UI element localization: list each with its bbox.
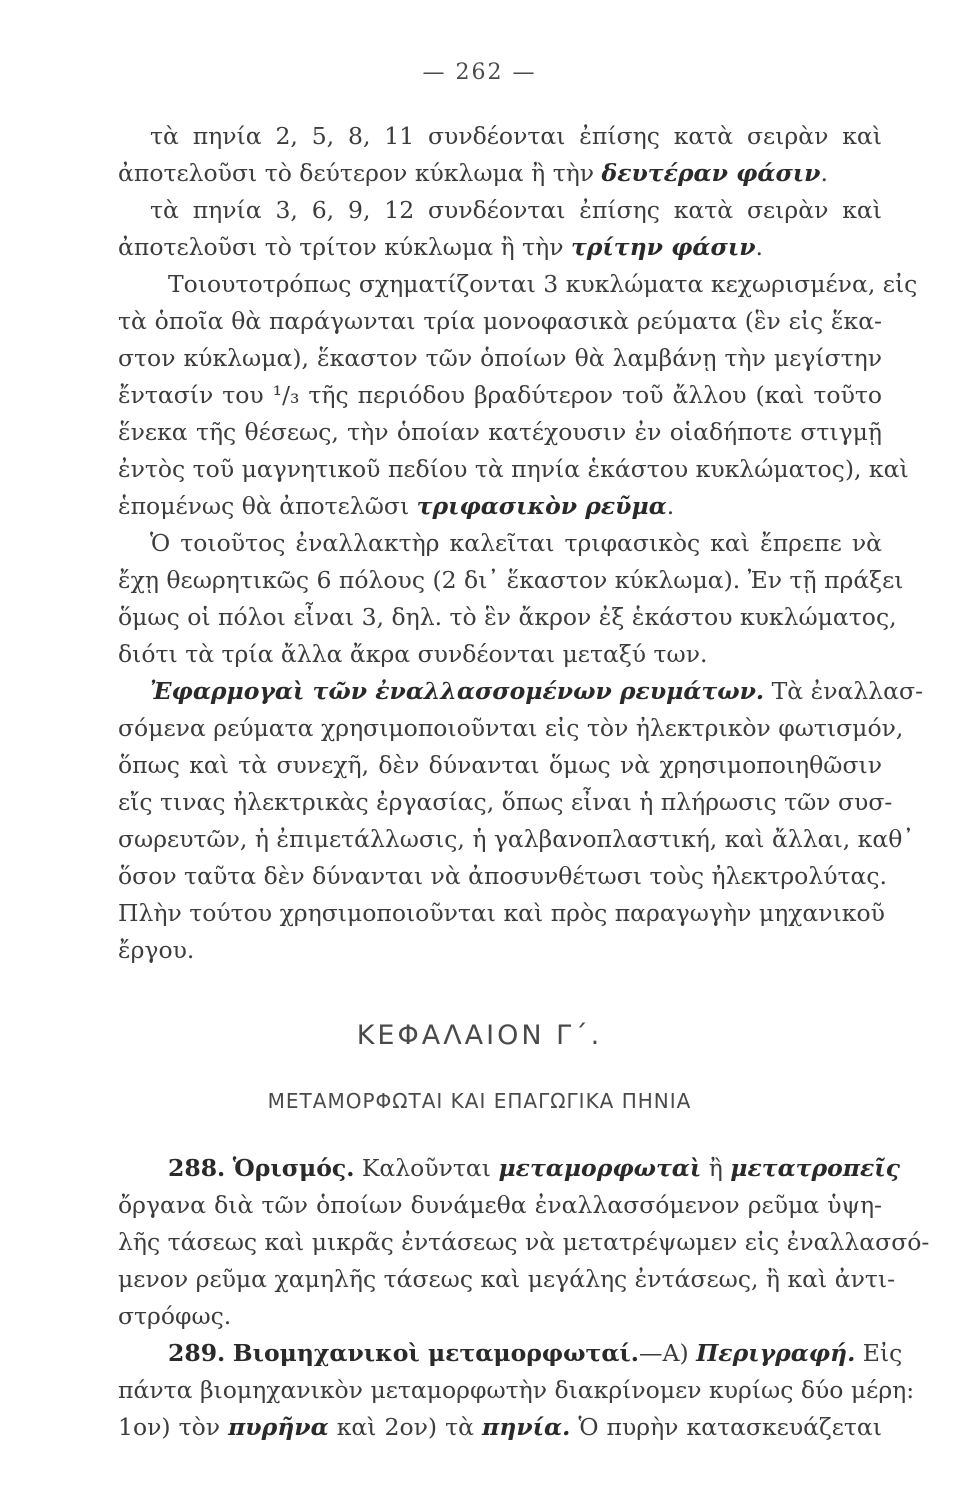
term-transformers: μεταμορφωταὶ bbox=[498, 1154, 702, 1182]
paragraph-heading: Ὁρισμός. bbox=[232, 1154, 355, 1182]
text-fragment: . bbox=[666, 492, 675, 520]
text-fragment: —Α) bbox=[638, 1339, 697, 1367]
text-line bbox=[118, 155, 882, 192]
text-line: στρόφως. bbox=[118, 1302, 232, 1330]
text-line bbox=[118, 118, 882, 155]
text-line: διότι τὰ τρία ἄλλα ἄκρα συνδέονται μεταξύ των. bbox=[118, 640, 708, 668]
text-line: ὅπως καὶ τὰ συνεχῆ, δὲν δύνανται ὅμως νὰ χρησιμοποιηθῶσιν bbox=[118, 751, 882, 779]
text-line: εἴς τινας ἠλεκτρικὰς ἐργασίας, ὅπως εἶναι ἡ πλήρωσις τῶν συσ- bbox=[118, 788, 893, 816]
paragraph-number: 288. bbox=[168, 1154, 226, 1182]
text-fragment: Ὁ πυρὴν κατασκευάζεται bbox=[570, 1413, 882, 1441]
text-fragment: τὰ πηνία 3, 6, 9, 12 συνδέονται ἐπίσης κατὰ σειρὰν καὶ bbox=[150, 196, 882, 224]
text-line: Πλὴν τούτου χρησιμοποιοῦνται καὶ πρὸς παραγωγὴν μηχανικοῦ bbox=[118, 899, 885, 927]
emphasis-three-phase-current: τριφασικὸν ρεῦμα bbox=[416, 492, 667, 520]
paragraph-number: 289. bbox=[168, 1339, 226, 1367]
text-line: ἔχῃ θεωρητικῶς 6 πόλους (2 δι᾽ ἕκαστον κύκλωμα). Ἐν τῇ πράξει bbox=[118, 566, 904, 594]
term-core: πυρῆνα bbox=[228, 1413, 329, 1441]
text-fragment: . bbox=[820, 159, 828, 187]
text-line: Τοιουτοτρόπως σχηματίζονται 3 κυκλώματα κεχωρισμένα, εἰς bbox=[168, 270, 918, 298]
term-coils: πηνία. bbox=[482, 1413, 571, 1441]
text-line: ἔργου. bbox=[118, 936, 195, 964]
term-converters: μετατροπεῖς bbox=[730, 1154, 900, 1182]
text-line: ὅμως οἱ πόλοι εἶναι 3, δηλ. τὸ ἓν ἄκρον ἐξ ἑκάστου κυκλώματος, bbox=[118, 603, 897, 631]
text-line: ἔντασίν του ¹/₃ τῆς περιόδου βραδύτερον τοῦ ἄλλου (καὶ τοῦτο bbox=[118, 381, 882, 409]
text-line bbox=[118, 1150, 900, 1187]
text-fragment: . bbox=[755, 233, 763, 261]
page-number: — 262 — bbox=[422, 60, 537, 85]
applications-heading: Ἐφαρμογαὶ τῶν ἐναλλασσομένων ρευμάτων. bbox=[150, 677, 765, 705]
text-line: ὄργανα διὰ τῶν ὁποίων δυνάμεθα ἐναλλασσόμενον ρεῦμα ὑψη- bbox=[118, 1191, 882, 1219]
text-line: τὰ ὁποῖα θὰ παράγωνται τρία μονοφασικὰ ρεύματα (ἓν εἰς ἕκα- bbox=[118, 307, 882, 335]
text-line bbox=[118, 488, 882, 525]
text-line: λῆς τάσεως καὶ μικρᾶς ἐντάσεως νὰ μετατρέψωμεν εἰς ἐναλλασσό- bbox=[118, 1228, 930, 1256]
emphasis-third-phase: τρίτην φάσιν bbox=[570, 233, 756, 261]
text-line bbox=[118, 229, 882, 266]
text-line: στον κύκλωμα), ἕκαστον τῶν ὁποίων θὰ λαμβάνῃ τὴν μεγίστην bbox=[118, 344, 882, 372]
text-fragment: Τὰ ἐναλλασ- bbox=[764, 677, 924, 705]
text-line: πάντα βιομηχανικὸν μεταμορφωτὴν διακρίνομεν κυρίως δύο μέρη: bbox=[118, 1376, 915, 1404]
text-fragment: Καλοῦνται bbox=[354, 1154, 499, 1182]
text-line bbox=[118, 1335, 903, 1372]
text-fragment: τὰ πηνία 2, 5, 8, 11 συνδέονται ἐπίσης κατὰ σειρὰν καὶ bbox=[150, 122, 882, 150]
section-title: ΜΕΤΑΜΟΡΦΩΤΑΙ ΚΑΙ ΕΠΑΓΩΓΙΚΑ ΠΗΝΙΑ bbox=[267, 1089, 692, 1113]
text-fragment: καὶ 2ον) τὰ bbox=[328, 1413, 483, 1441]
text-fragment: Εἰς bbox=[855, 1339, 903, 1367]
chapter-title: ΚΕΦΑΛΑΙΟΝ Γ΄. bbox=[356, 1020, 603, 1051]
text-line: ὅσον ταῦτα δὲν δύνανται νὰ ἀποσυνθέτωσι τοὺς ἠλεκτρολύτας. bbox=[118, 862, 887, 890]
text-fragment: ἢ bbox=[701, 1154, 731, 1182]
text-fragment: ἑπομένως θὰ ἀποτελῶσι bbox=[118, 492, 417, 520]
paragraph-heading: Βιομηχανικοὶ μεταμορφωταί. bbox=[232, 1339, 639, 1367]
section-text bbox=[118, 1150, 930, 1446]
text-line: ἕνεκα τῆς θέσεως, τὴν ὁποίαν κατέχουσιν ἐν οἱαδήποτε στιγμῇ bbox=[118, 418, 882, 446]
emphasis-second-phase: δευτέραν φάσιν bbox=[601, 159, 821, 187]
text-line: Ὁ τοιοῦτος ἐναλλακτὴρ καλεῖται τριφασικὸς καὶ ἔπρεπε νὰ bbox=[150, 529, 882, 557]
text-fragment: ἀποτελοῦσι τὸ δεύτερον κύκλωμα ἢ τὴν bbox=[118, 159, 602, 187]
text-line bbox=[118, 192, 882, 229]
text-fragment: 1ον) τὸν bbox=[118, 1413, 229, 1441]
subheading-description: Περιγραφή. bbox=[696, 1339, 856, 1367]
text-line bbox=[118, 673, 924, 710]
text-line: μενον ρεῦμα χαμηλῆς τάσεως καὶ μεγάλης ἐντάσεως, ἢ καὶ ἀντι- bbox=[118, 1265, 896, 1293]
text-line: ἐντὸς τοῦ μαγνητικοῦ πεδίου τὰ πηνία ἑκάστου κυκλώματος), καὶ bbox=[118, 455, 909, 483]
text-fragment: ἀποτελοῦσι τὸ τρίτον κύκλωμα ἢ τὴν bbox=[118, 233, 571, 261]
text-line: σωρευτῶν, ἡ ἐπιμετάλλωσις, ἡ γαλβανοπλαστική, καὶ ἄλλαι, καθ᾽ bbox=[118, 825, 915, 853]
main-text bbox=[118, 118, 924, 969]
text-line bbox=[118, 1409, 882, 1446]
text-line: σόμενα ρεύματα χρησιμοποιοῦνται εἰς τὸν ἠλεκτρικὸν φωτισμόν, bbox=[118, 714, 904, 742]
